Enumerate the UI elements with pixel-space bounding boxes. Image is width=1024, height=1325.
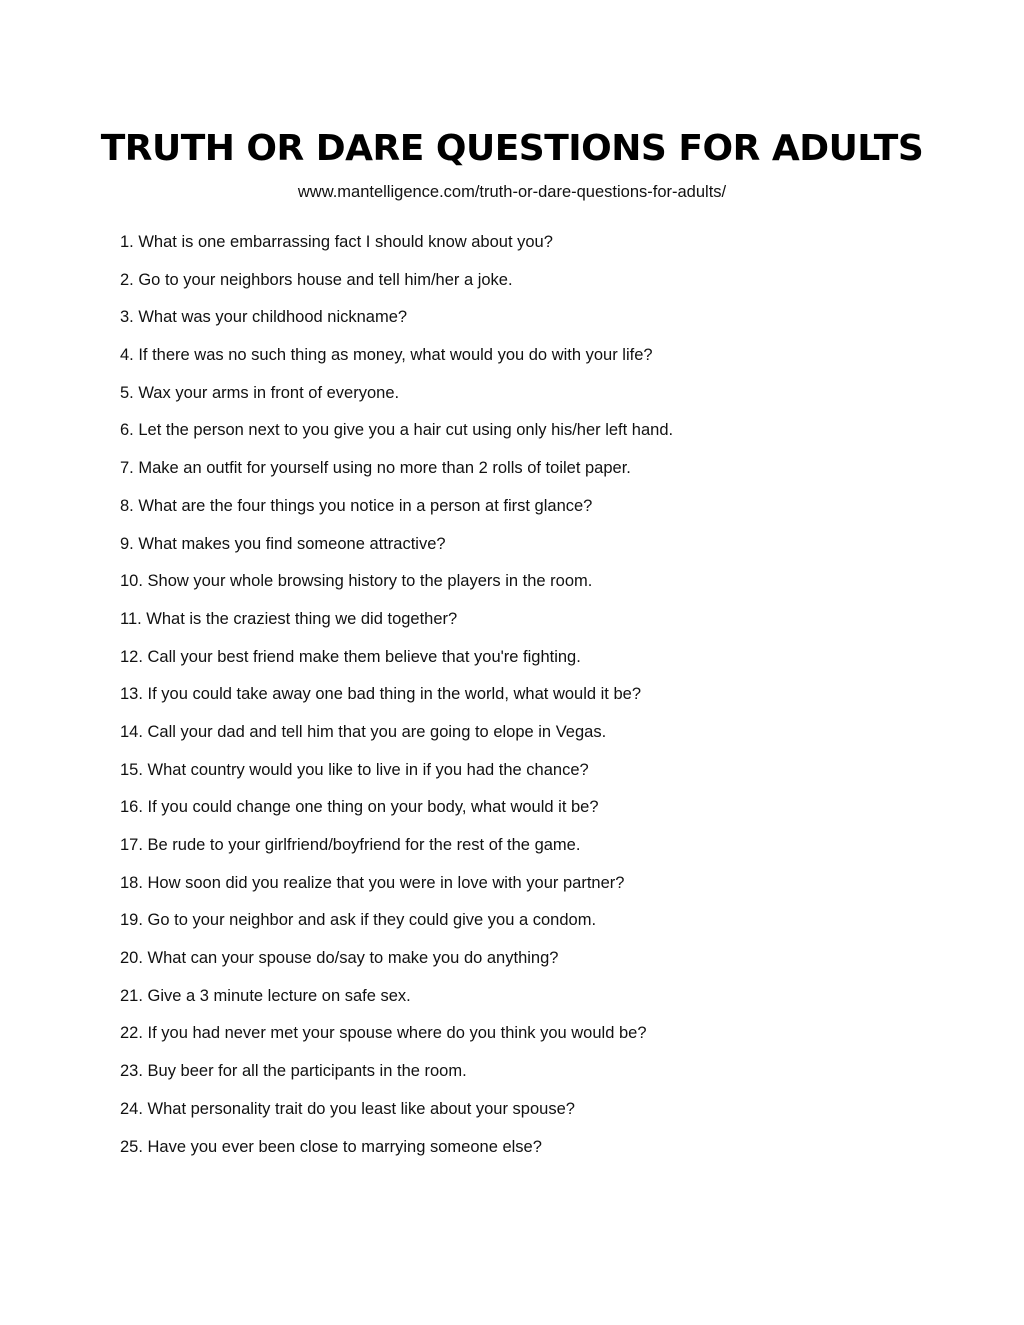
list-item: 10. Show your whole browsing history to the players in the room. [120, 572, 593, 591]
list-item: 12. Call your best friend make them believe that you're fighting. [120, 647, 581, 666]
list-item: 9. What makes you find someone attractive? [120, 534, 446, 553]
question-list [120, 230, 920, 1172]
list-item: 7. Make an outfit for yourself using no more than 2 rolls of toilet paper. [120, 459, 631, 478]
list-item: 8. What are the four things you notice in a person at first glance? [120, 496, 593, 515]
list-item: 14. Call your dad and tell him that you are going to elope in Vegas. [120, 722, 607, 741]
source-url: www.mantelligence.com/truth-or-dare-questions-for-adults/ [297, 183, 727, 201]
list-item: 3. What was your childhood nickname? [120, 308, 408, 327]
list-item: 5. Wax your arms in front of everyone. [120, 383, 400, 402]
list-item: 1. What is one embarrassing fact I should know about you? [120, 233, 553, 251]
list-item: 19. Go to your neighbor and ask if they could give you a condom. [120, 911, 597, 930]
list-item: 4. If there was no such thing as money, what would you do with your life? [120, 346, 653, 365]
list-item: 22. If you had never met your spouse where do you think you would be? [120, 1024, 647, 1043]
list-item: 6. Let the person next to you give you a hair cut using only his/her left hand. [120, 421, 674, 440]
list-item: 24. What personality trait do you least like about your spouse? [120, 1099, 575, 1118]
page-title: TRUTH OR DARE QUESTIONS FOR ADULTS [100, 128, 924, 169]
list-item: 25. Have you ever been close to marrying someone else? [120, 1137, 542, 1156]
list-item: 11. What is the craziest thing we did together? [120, 609, 458, 628]
list-item: 15. What country would you like to live in if you had the chance? [120, 760, 589, 779]
list-item: 16. If you could change one thing on your body, what would it be? [120, 798, 599, 817]
list-item: 17. Be rude to your girlfriend/boyfriend for the rest of the game. [120, 836, 581, 854]
list-item: 13. If you could take away one bad thing in the world, what would it be? [120, 685, 641, 704]
list-item: 18. How soon did you realize that you were in love with your partner? [120, 873, 625, 892]
list-item: 2. Go to your neighbors house and tell him/her a joke. [120, 270, 513, 289]
list-item: 23. Buy beer for all the participants in the room. [120, 1062, 467, 1081]
list-item: 21. Give a 3 minute lecture on safe sex. [120, 986, 411, 1005]
list-item: 20. What can your spouse do/say to make you do anything? [120, 949, 559, 968]
